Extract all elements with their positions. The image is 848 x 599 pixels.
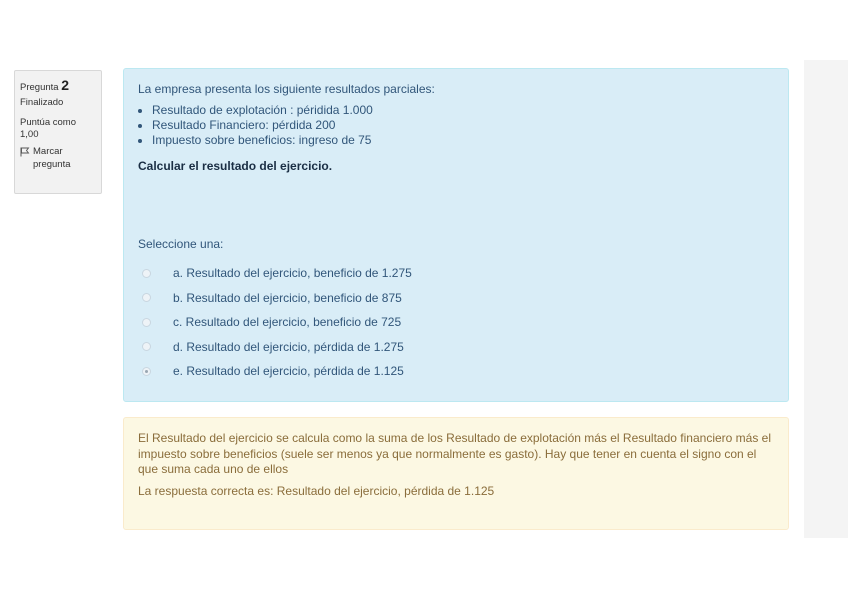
question-grade: Puntúa como 1,00 bbox=[20, 116, 76, 141]
flag-question-toggle[interactable] bbox=[20, 146, 96, 171]
answer-label-a[interactable]: a. Resultado del ejercicio, beneficio de 1.275 bbox=[173, 266, 412, 281]
question-intro: La empresa presenta los siguiente resultados parciales: bbox=[138, 82, 435, 96]
question-items-list bbox=[138, 103, 774, 148]
answer-radio-a[interactable] bbox=[142, 269, 151, 278]
general-feedback: El Resultado del ejercicio se calcula como la suma de los Resultado de explotación más el Resultado financiero más el impuesto sobre beneficios (suele ser menos ya que normalmente es gasto). Hay que tener en cuenta el signo con el que suma cada uno de ellos bbox=[138, 431, 771, 476]
answer-option-e[interactable] bbox=[142, 359, 412, 384]
answer-label-e[interactable]: e. Resultado del ejercicio, pérdida de 1.125 bbox=[173, 364, 404, 379]
question-state: Finalizado bbox=[20, 97, 64, 109]
question-label: Pregunta bbox=[20, 82, 59, 93]
answer-option-d[interactable] bbox=[142, 335, 412, 360]
question-info-panel bbox=[14, 70, 102, 194]
answer-radio-c[interactable] bbox=[142, 318, 151, 327]
answer-radio-e[interactable] bbox=[142, 367, 151, 376]
question-number-line bbox=[20, 76, 96, 94]
flag-icon[interactable] bbox=[20, 147, 30, 157]
answer-label-b[interactable]: b. Resultado del ejercicio, beneficio de 875 bbox=[173, 290, 402, 305]
question-ask: Calcular el resultado del ejercicio. bbox=[138, 159, 333, 173]
question-number: 2 bbox=[61, 77, 69, 93]
answer-label-d[interactable]: d. Resultado del ejercicio, pérdida de 1.275 bbox=[173, 339, 404, 354]
answer-option-b[interactable] bbox=[142, 286, 412, 311]
answer-option-a[interactable] bbox=[142, 261, 412, 286]
answer-radio-d[interactable] bbox=[142, 342, 151, 351]
question-item: • Resultado Financiero: pérdida 200 bbox=[152, 118, 774, 133]
answer-label-c[interactable]: c. Resultado del ejercicio, beneficio de 725 bbox=[173, 315, 402, 330]
answer-prompt: Seleccione una: bbox=[138, 237, 224, 251]
answer-radio-b[interactable] bbox=[142, 293, 151, 302]
feedback-panel bbox=[123, 417, 789, 530]
flag-question-label[interactable]: Marcar pregunta bbox=[33, 146, 71, 170]
question-item: • Resultado de explotación : péridida 1.000 bbox=[152, 103, 774, 118]
question-content bbox=[123, 68, 789, 402]
right-side-panel bbox=[804, 60, 848, 538]
right-answer: La respuesta correcta es: Resultado del ejercicio, pérdida de 1.125 bbox=[138, 483, 495, 498]
question-item: • Impuesto sobre beneficios: ingreso de 75 bbox=[152, 133, 774, 148]
answer-option-c[interactable] bbox=[142, 310, 412, 335]
answer-options bbox=[142, 261, 412, 384]
